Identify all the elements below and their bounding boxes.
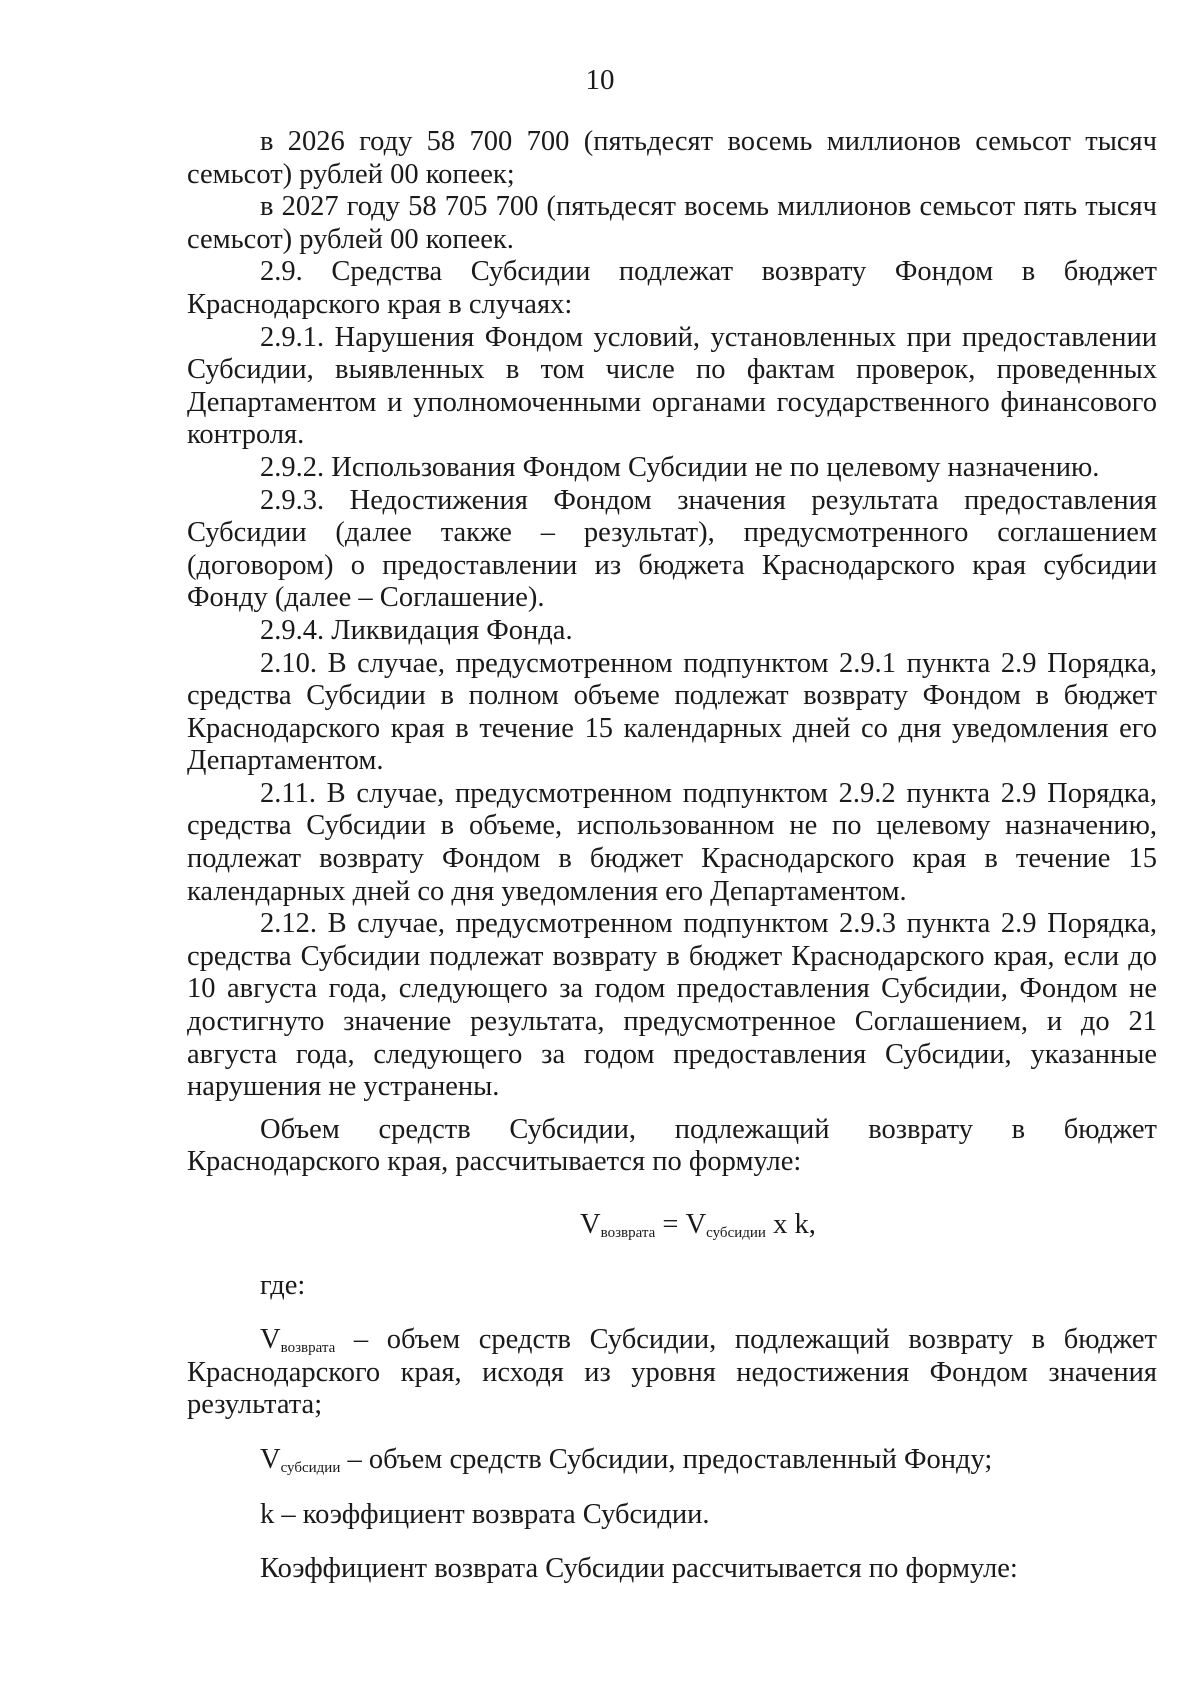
definition-v-return xyxy=(187,1324,1157,1422)
formula-tail: x k, xyxy=(765,1209,816,1240)
paragraph: 2.9.3. Недостижения Фондом значения результата предоставления Субсидии (далее также – результат), предусмотренного соглашением (договором) о предоставлении из бюджета Краснодарского края субсидии Фонду (далее – Соглашение). xyxy=(187,484,1157,614)
definition-var: V xyxy=(260,1443,281,1475)
definition-subscript: возврата xyxy=(280,1340,336,1357)
definition-k: k – коэффициент возврата Субсидии. xyxy=(260,1498,710,1530)
definition-subscript: субсидии xyxy=(280,1459,341,1476)
formula-subscript: возврата xyxy=(600,1225,656,1241)
paragraph: 2.12. В случае, предусмотренном подпунктом 2.9.3 пункта 2.9 Порядка, средства Субсидии подлежат возврату в бюджет Краснодарского края, если до 10 августа года, следующего за годом предоставления Субсидии, Фондом не достигнуто значение результата, предусмотренное Соглашением, и до 21 августа года, следующего за годом предоставления Субсидии, указанные нарушения не устранены. xyxy=(187,908,1157,1103)
paragraph: в 2026 году 58 700 700 (пятьдесят восемь миллионов семьсот тысяч семьсот) рублей 00 копеек; xyxy=(187,126,1157,190)
document-body xyxy=(187,126,1157,1586)
paragraph: 2.9.2. Использования Фондом Субсидии не по целевому назначению. xyxy=(260,451,1100,483)
formula-equals: = xyxy=(655,1209,686,1240)
formula-var: V xyxy=(580,1209,601,1240)
paragraph: 2.11. В случае, предусмотренном подпунктом 2.9.2 пункта 2.9 Порядка, средства Субсидии в объеме, использованном не по целевому назначению, подлежат возврату Фондом в бюджет Краснодарского края в течение 15 календарных дней со дня уведомления его Департаментом. xyxy=(187,777,1157,907)
page-number: 10 xyxy=(585,64,615,96)
definition-var: V xyxy=(260,1324,281,1356)
return-formula xyxy=(187,1209,1157,1242)
definition-v-subsidy xyxy=(187,1444,1157,1477)
paragraph: Коэффициент возврата Субсидии рассчитывается по формуле: xyxy=(260,1553,1018,1585)
paragraph: 2.9.1. Нарушения Фондом условий, установленных при предоставлении Субсидии, выявленных в том числе по фактам проверок, проведенных Департаментом и уполномоченными органами государственного финансового контроля. xyxy=(187,321,1157,451)
formula-var: V xyxy=(685,1209,707,1240)
definition-text: – объем средств Субсидии, предоставленный Фонду; xyxy=(340,1443,993,1475)
paragraph: 2.9. Средства Субсидии подлежат возврату Фондом в бюджет Краснодарского края в случаях: xyxy=(187,256,1157,320)
paragraph: 2.10. В случае, предусмотренном подпунктом 2.9.1 пункта 2.9 Порядка, средства Субсидии в полном объеме подлежат возврату Фондом в бюджет Краснодарского края в течение 15 календарных дней со дня уведомления его Департаментом. xyxy=(187,647,1157,777)
definition-text: – объем средств Субсидии, подлежащий возврату в бюджет Краснодарского края, исходя из уровня недостижения Фондом значения результата; xyxy=(187,1324,1157,1421)
paragraph: 2.9.4. Ликвидация Фонда. xyxy=(260,614,573,646)
where-label: где: xyxy=(260,1269,306,1301)
paragraph: в 2027 году 58 705 700 (пятьдесят восемь миллионов семьсот пять тысяч семьсот) рублей 00 копеек. xyxy=(187,191,1157,255)
paragraph: Объем средств Субсидии, подлежащий возврату в бюджет Краснодарского края, рассчитывается по формуле: xyxy=(187,1113,1157,1178)
formula-subscript: субсидии xyxy=(706,1225,766,1241)
